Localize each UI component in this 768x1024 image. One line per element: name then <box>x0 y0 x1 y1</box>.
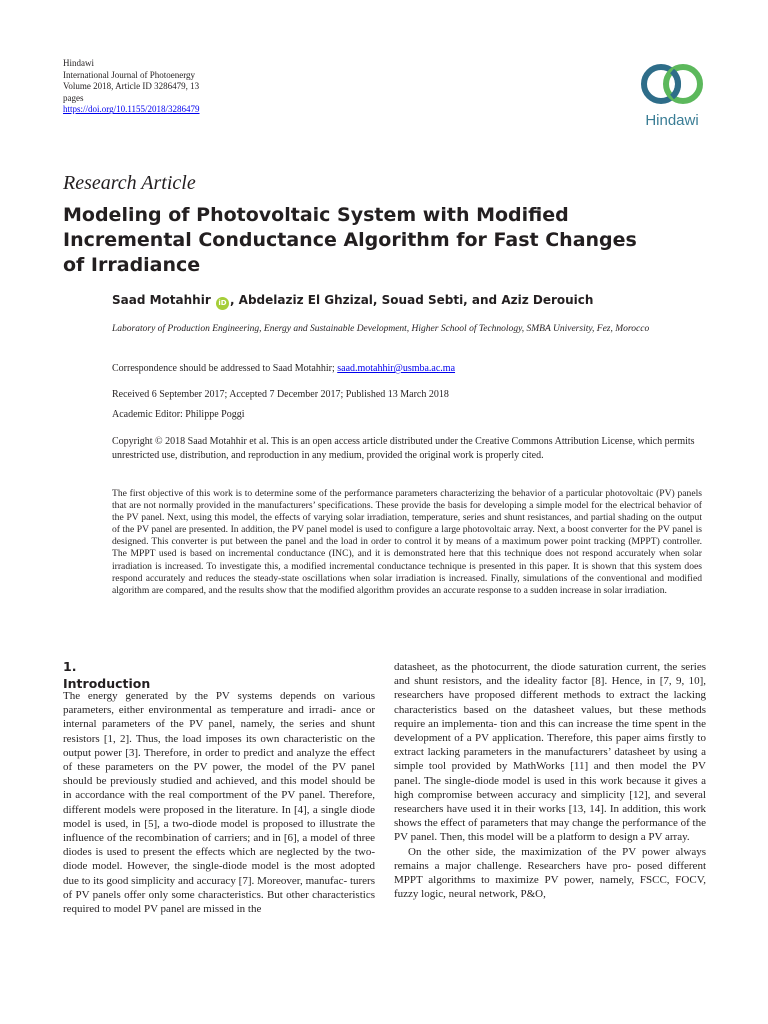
doi-link[interactable]: https://doi.org/10.1155/2018/3286479 <box>63 104 200 115</box>
body-column-right <box>394 660 706 901</box>
logo-text: Hindawi <box>645 112 699 129</box>
correspondence-email-link[interactable]: saad.motahhir@usmba.ac.ma <box>337 363 456 374</box>
pages-line: pages <box>63 92 84 103</box>
other-authors: , Abdelaziz El Ghzizal, Souad Sebti, and Aziz Derouich <box>229 293 594 307</box>
affiliation: Laboratory of Production Engineering, Energy and Sustainable Development, Higher School of Technology, SMBA University, Fez, Morocco <box>112 324 650 334</box>
academic-editor: Academic Editor: Philippe Poggi <box>112 409 245 420</box>
body-column-left <box>63 689 375 916</box>
journal-header <box>63 58 263 116</box>
publication-dates: Received 6 September 2017; Accepted 7 December 2017; Published 13 March 2018 <box>112 389 449 400</box>
orcid-icon[interactable]: iD <box>216 297 229 310</box>
section-number: 1. <box>63 659 77 674</box>
copyright-notice: Copyright © 2018 Saad Motahhir et al. This is an open access article distributed under the Creative Commons Attribution License, which permits unrestricted use, distribution, and reproduction in any medium, provided the original work is properly cited. <box>112 436 695 461</box>
publisher-name: Hindawi <box>63 58 94 68</box>
intro-paragraph-2: On the other side, the maximization of the PV power always remains a major challenge. Researchers have pro- posed different MPPT algorithms to maximize PV power, namely, FSCC, FOCV, fuzzy logic, neural network, P&O, <box>394 845 706 901</box>
journal-name: International Journal of Photoenergy <box>63 69 196 80</box>
section-title: Introduction <box>63 676 151 691</box>
first-author[interactable]: Saad Motahhir <box>112 293 211 307</box>
article-type: Research Article <box>63 172 196 194</box>
author-list <box>112 293 593 310</box>
correspondence <box>112 362 702 376</box>
abstract: The first objective of this work is to determine some of the performance parameters characterizing the behavior of a particular photovoltaic (PV) panels that are not normally provided in the manufacturers’ specifications. These provide the basis for developing a simple model for the electrical behavior of the PV panel. Next, using this model, the effects of varying solar irradiation, temperature, series and shunt resistances, and partial shading on the output of the PV panel are presented. In addition, the PV panel model is used to configure a large photovoltaic array. Next, a boost converter for the PV panel is designed. This converter is put between the panel and the load in order to control it by means of a maximum power point tracking (MPPT) controller. The MPPT used is based on incremental conductance (INC), and it is demonstrated here that this technique does not respond accurately when solar irradiation is increased. To investigate this, a modified incremental conductance technique is presented in this paper. It is shown that this system does respond accurately and reduces the steady-state oscillations when solar irradiation is increased. Finally, simulations of the conventional and modified algorithm are compared, and the results show that the modified algorithm provides an accurate response to a sudden increase in solar irradiation. <box>112 488 702 596</box>
intro-paragraph-1-continued: datasheet, as the photocurrent, the diode saturation current, the series and shunt resistors, and the ideality factor [8]. Hence, in [7, 9, 10], researchers have proposed different methods to extract the lacking characteristics based on the datasheet values, but these methods require an implementa- tion and this can increase the time spent in the development of a PV application. Therefore, this paper aims firstly to extract lacking parameters in the manufacturers’ datasheet by using a simple tool provided by MathWorks [11] and then model the PV panel. The single-diode model is used in this work because it gives a high compromise between accuracy and simplicity [12], and several researchers have used it in their works [13, 14]. In addition, this work shows the effect of parameters that may change the performance of the PV panel. Then, this model will be a platform to design a PV array. <box>394 661 706 844</box>
correspondence-label: Correspondence should be addressed to Saad Motahhir; <box>112 363 338 374</box>
intro-paragraph-1: The energy generated by the PV systems depends on various parameters, either environmental as temperature and irradi- ance or internal parameters of the PV panel, namely, the series and shunt resistors [1, 2]. Thus, the load imposes its own characteristic on the output power [3]. Therefore, in order to predict and analyze the effect of these parameters on the PV power, the model of the PV panel should be previously studied and achieved, and this model should be in accordance with the real comportment of the PV panel. Therefore, different models were proposed in the literature. In [4], a single diode model is used, in [5], a two-diode model is proposed to illustrate the influence of the recombination of carriers; and in [6], a model of three diodes is used to present the effects which are neglected by the two-diode model. However, the single-diode model is the most adopted due to its good simplicity and accuracy [7]. Moreover, manufac- turers of PV panels offer only some characteristics. But other characteristics required to model PV panel are missed in the <box>63 690 375 916</box>
hindawi-logo <box>632 58 712 130</box>
volume-line: Volume 2018, Article ID 3286479, 13 <box>63 81 200 92</box>
article-title: Modeling of Photovoltaic System with Modified Incremental Conductance Algorithm for Fast Changes of Irradiance <box>63 204 637 276</box>
hindawi-rings-icon <box>638 58 706 108</box>
